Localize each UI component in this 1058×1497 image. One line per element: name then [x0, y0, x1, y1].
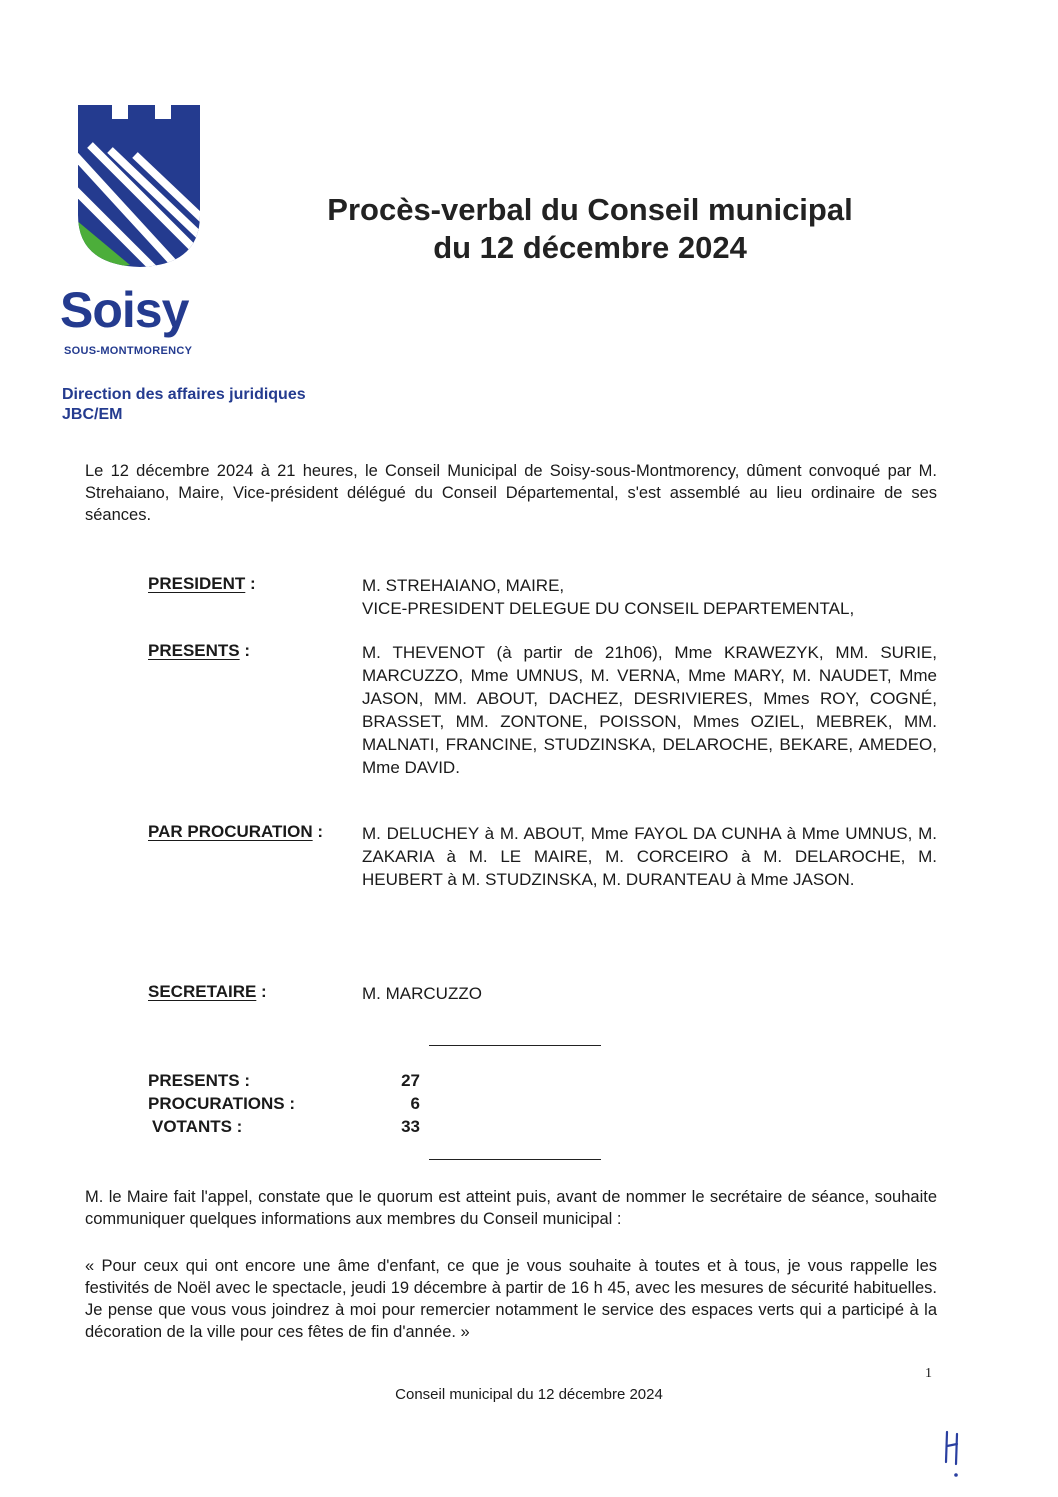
procuration-label-text: PAR PROCURATION: [148, 822, 313, 841]
secretaire-colon: :: [256, 982, 267, 1001]
president-label-text: PRESIDENT: [148, 574, 246, 593]
secretaire-label: [148, 982, 267, 1002]
president-value-line-2: VICE-PRESIDENT DELEGUE DU CONSEIL DEPARTEMENTAL,: [362, 599, 855, 618]
count-value-votants: 33: [401, 1117, 420, 1136]
body-paragraph-1: M. le Maire fait l'appel, constate que le quorum est atteint puis, avant de nommer le secrétaire de séance, souhaite communiquer quelques informations aux membres du Conseil municipal :: [85, 1188, 937, 1228]
count-label-votants: VOTANTS :: [152, 1117, 243, 1136]
count-label-procurations: PROCURATIONS :: [148, 1094, 296, 1113]
count-value-procurations: 6: [410, 1094, 420, 1113]
procuration-value: M. DELUCHEY à M. ABOUT, Mme FAYOL DA CUNHA à Mme UMNUS, M. ZAKARIA à M. LE MAIRE, M. CORCEIRO à M. DELAROCHE, M. HEUBERT à M. STUDZINSKA, M. DURANTEAU à Mme JASON.: [362, 824, 937, 889]
secretaire-value: M. MARCUZZO: [362, 984, 482, 1003]
secretaire-label-text: SECRETAIRE: [148, 982, 257, 1001]
page-title-line-2: du 12 décembre 2024: [433, 230, 747, 265]
initials-signature-icon: [938, 1428, 968, 1483]
logo-wordmark: Soisy: [60, 282, 189, 338]
page-number: 1: [925, 1366, 932, 1381]
page-footer: Conseil municipal du 12 décembre 2024: [395, 1386, 663, 1403]
president-value-line-1: M. STREHAIANO, MAIRE,: [362, 576, 565, 595]
presents-colon: :: [239, 641, 251, 660]
body-paragraph-2: « Pour ceux qui ont encore une âme d'enfant, ce que je vous souhaite à toutes et à tous, je vous rappelle les festivités de Noël avec le spectacle, jeudi 19 décembre à partir de 16 h 45, avec les mesures de sécurité habituelles. Je pense que vous vous joindrez à moi pour remercier notamment le service des espaces verts qui a participé à la décoration de la ville pour ces fêtes de fin d'année. »: [85, 1257, 937, 1341]
presents-label-text: PRESENTS: [148, 641, 240, 660]
department-ref: JBC/EM: [62, 406, 123, 423]
intro-paragraph: Le 12 décembre 2024 à 21 heures, le Conseil Municipal de Soisy-sous-Montmorency, dûment convoqué par M. Strehaiano, Maire, Vice-président délégué du Conseil Départemental, s'est assemblé au lieu ordinaire de ses séances.: [85, 462, 937, 524]
page-title-line-1: Procès-verbal du Conseil municipal: [327, 192, 853, 227]
divider-bottom: [429, 1159, 601, 1160]
count-label-presents: PRESENTS :: [148, 1071, 251, 1090]
department-name: Direction des affaires juridiques: [62, 386, 306, 403]
divider-top: [429, 1045, 601, 1046]
president-colon: :: [245, 574, 256, 593]
procuration-label: [148, 822, 323, 842]
handwritten-initials: [938, 1428, 968, 1483]
count-value-presents: 27: [401, 1071, 420, 1090]
president-label: [148, 574, 256, 594]
presents-value: M. THEVENOT (à partir de 21h06), Mme KRAWEZYK, MM. SURIE, MARCUZZO, Mme UMNUS, M. VERNA, Mme MARY, M. NAUDET, Mme JASON, MM. ABOUT, DACHEZ, DESRIVIERES, Mmes ROY, COGNÉ, BRASSET, MM. ZONTONE, POISSON, Mmes OZIEL, MEBREK, MM. MALNATI, FRANCINE, STUDZINSKA, DELAROCHE, BEKARE, AMEDEO, Mme DAVID.: [362, 643, 937, 777]
presents-label: [148, 641, 250, 661]
procuration-colon: :: [312, 822, 324, 841]
logo-subtitle: SOUS-MONTMORENCY: [64, 345, 193, 357]
